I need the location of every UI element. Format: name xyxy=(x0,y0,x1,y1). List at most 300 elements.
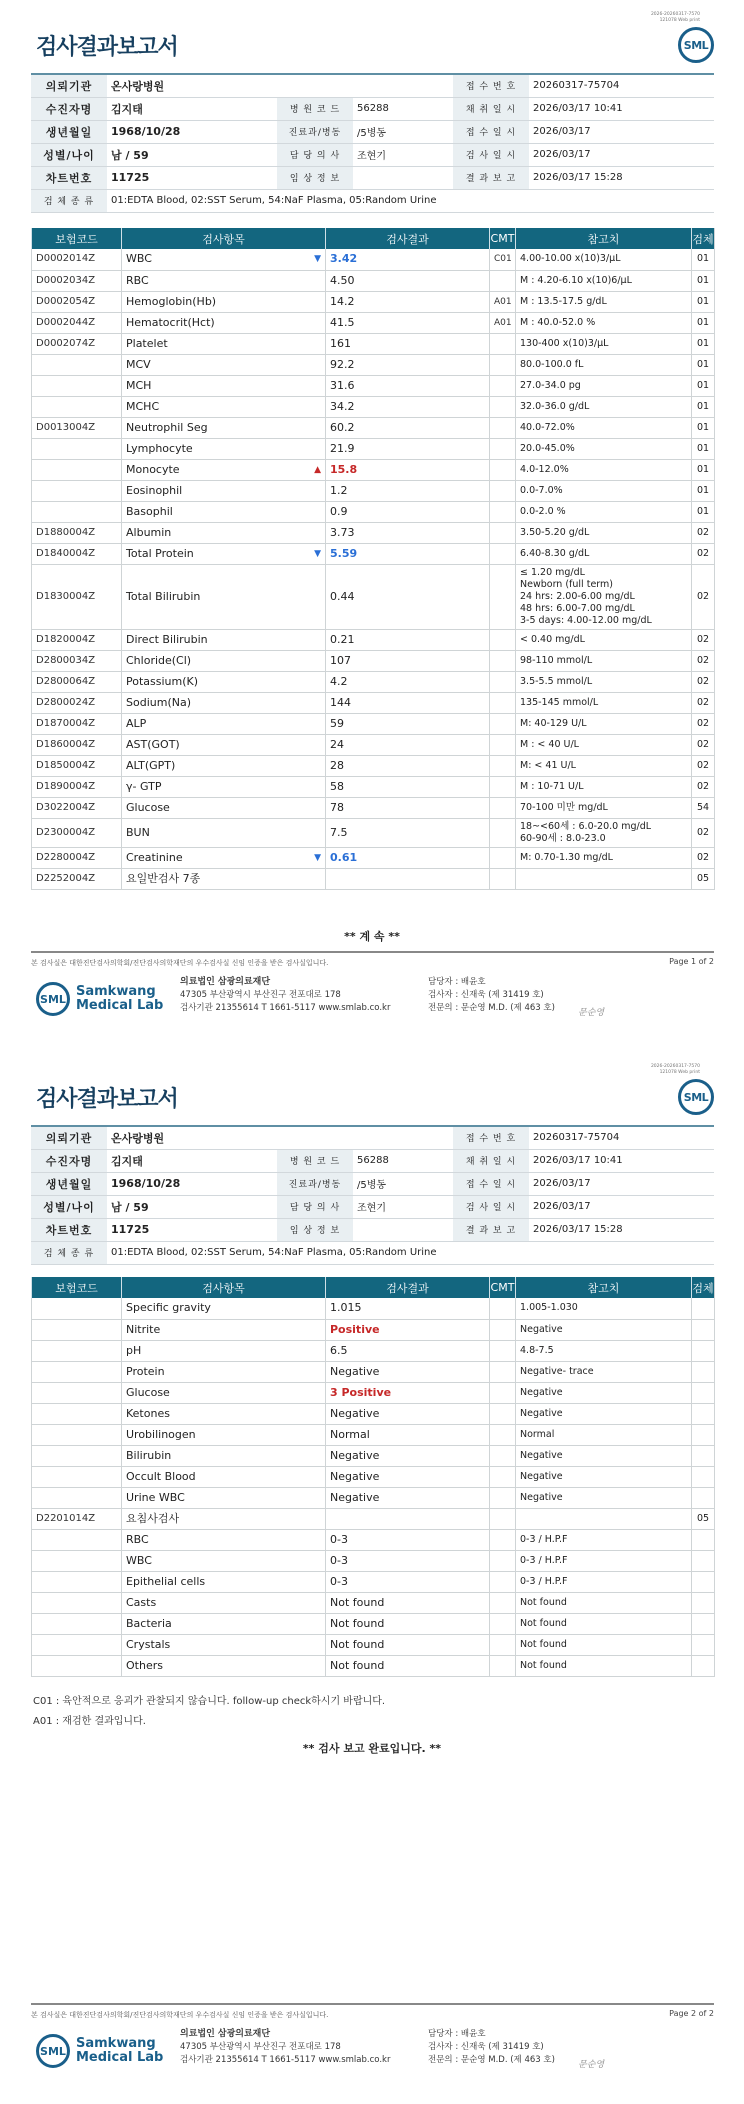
reference-range: ≤ 1.20 mg/dL Newborn (full term) 24 hrs: 2.00-6.00 mg/dL 48 hrs: 6.00-7.00 mg/dL 3-5 days: 4.00-12.00 mg/dL xyxy=(516,564,692,629)
info-value: 김지태 xyxy=(107,97,277,120)
test-name xyxy=(122,734,326,755)
test-name-label: Hematocrit(Hct) xyxy=(126,315,215,329)
test-name xyxy=(122,671,326,692)
test-name xyxy=(122,1319,326,1340)
test-name xyxy=(122,249,326,270)
table-row xyxy=(32,713,715,734)
table-row xyxy=(32,847,715,868)
signature: 문순영 xyxy=(578,2060,605,2070)
specimen-code: 01 xyxy=(692,375,715,396)
specimen-code: 02 xyxy=(692,564,715,629)
reference-range: 1.005-1.030 xyxy=(516,1298,692,1319)
test-result: 58 xyxy=(326,776,490,797)
test-result: 34.2 xyxy=(326,396,490,417)
insurance-code: D0002034Z xyxy=(32,270,122,291)
test-result: 0-3 xyxy=(326,1571,490,1592)
table-row xyxy=(32,249,715,270)
end-text: ** 검사 보고 완료입니다. ** xyxy=(302,1742,442,1755)
specimen-code xyxy=(692,1298,715,1319)
table-row xyxy=(32,1445,715,1466)
table-header xyxy=(32,228,715,249)
insurance-code: D1850004Z xyxy=(32,755,122,776)
continue-text: ** 계 속 ** xyxy=(344,930,400,943)
insurance-code: D1820004Z xyxy=(32,629,122,650)
test-result: 0.21 xyxy=(326,629,490,650)
specimen-code: 02 xyxy=(692,755,715,776)
test-name-label: Nitrite xyxy=(126,1322,161,1336)
comment-code xyxy=(490,480,516,501)
test-name-label: Others xyxy=(126,1658,163,1672)
insurance-code xyxy=(32,438,122,459)
test-name-label: MCH xyxy=(126,378,152,392)
info-value: 2026/03/17 10:41 xyxy=(529,1149,714,1172)
table-row xyxy=(32,650,715,671)
certification-note: 본 검사실은 대한진단검사의학회/진단검사의학재단의 우수검사실 신임 인증을 받은 검사실입니다. xyxy=(31,2011,329,2019)
test-result: Not found xyxy=(326,1592,490,1613)
test-name-label: 요침사검사 xyxy=(126,1511,180,1525)
test-name-label: Epithelial cells xyxy=(126,1574,206,1588)
reference-range: Negative xyxy=(516,1466,692,1487)
specimen-code: 02 xyxy=(692,847,715,868)
info-value: 2026/03/17 xyxy=(529,143,714,166)
column-header: 검사항목 xyxy=(122,228,326,249)
table-row xyxy=(32,1550,715,1571)
comment-code xyxy=(490,1424,516,1445)
reference-range: 18~<60세 : 6.0-20.0 mg/dL 60-90세 : 8.0-23.0 xyxy=(516,818,692,847)
specimen-code: 02 xyxy=(692,522,715,543)
table-row xyxy=(32,776,715,797)
test-result: 5.59 xyxy=(326,543,490,564)
comment-code xyxy=(490,417,516,438)
test-result: 78 xyxy=(326,797,490,818)
test-name-label: Bilirubin xyxy=(126,1448,172,1462)
info-label: 담 당 의 사 xyxy=(277,143,353,166)
table-row xyxy=(32,755,715,776)
insurance-code xyxy=(32,375,122,396)
test-result xyxy=(326,868,490,889)
specimen-code xyxy=(692,1571,715,1592)
results-table xyxy=(31,228,715,890)
insurance-code xyxy=(32,1340,122,1361)
test-name-label: Urine WBC xyxy=(126,1490,185,1504)
print-stamp: 2026-20260317-7570 121078 Web print xyxy=(650,12,700,23)
info-value: 2026/03/17 xyxy=(529,1172,714,1195)
reference-range: 98-110 mmol/L xyxy=(516,650,692,671)
info-row xyxy=(31,1218,714,1241)
insurance-code: D0013004Z xyxy=(32,417,122,438)
specimen-code xyxy=(692,1424,715,1445)
test-result: Not found xyxy=(326,1655,490,1676)
test-result: 0-3 xyxy=(326,1550,490,1571)
patient-info-table xyxy=(31,1125,714,1265)
test-name-label: 요일반검사 7종 xyxy=(126,871,201,885)
comment-code xyxy=(490,1529,516,1550)
test-result: 21.9 xyxy=(326,438,490,459)
insurance-code: D1880004Z xyxy=(32,522,122,543)
test-name-label: Sodium(Na) xyxy=(126,695,191,709)
info-label: 수진자명 xyxy=(31,1149,107,1172)
comment-code xyxy=(490,1466,516,1487)
note-a01: A01 : 재검한 결과입니다. xyxy=(33,1716,146,1727)
specimen-label: 검 체 종 류 xyxy=(31,189,107,212)
comment-code xyxy=(490,1403,516,1424)
reference-range: 135-145 mmol/L xyxy=(516,692,692,713)
table-row xyxy=(32,1298,715,1319)
info-value: 1968/10/28 xyxy=(107,1172,277,1195)
arrow-down-icon: ▼ xyxy=(314,548,321,559)
specimen-code: 01 xyxy=(692,417,715,438)
info-row xyxy=(31,97,714,120)
reference-range: Not found xyxy=(516,1613,692,1634)
comment-code xyxy=(490,671,516,692)
table-row xyxy=(32,868,715,889)
test-name xyxy=(122,1613,326,1634)
test-result: 92.2 xyxy=(326,354,490,375)
reference-range: 4.8-7.5 xyxy=(516,1340,692,1361)
comment-code xyxy=(490,847,516,868)
test-result: Negative xyxy=(326,1361,490,1382)
comment-code xyxy=(490,270,516,291)
test-name-label: Crystals xyxy=(126,1637,171,1651)
test-name xyxy=(122,1382,326,1403)
table-row xyxy=(32,375,715,396)
table-row xyxy=(32,438,715,459)
test-result: Negative xyxy=(326,1403,490,1424)
insurance-code xyxy=(32,1424,122,1445)
test-name xyxy=(122,417,326,438)
comment-code xyxy=(490,354,516,375)
reference-range: 0.0-7.0% xyxy=(516,480,692,501)
test-name xyxy=(122,650,326,671)
test-name xyxy=(122,1445,326,1466)
info-row xyxy=(31,166,714,189)
table-row xyxy=(32,1319,715,1340)
test-name-label: ALT(GPT) xyxy=(126,758,176,772)
footer-divider xyxy=(31,2003,714,2005)
insurance-code: D0002074Z xyxy=(32,333,122,354)
info-label: 병 원 코 드 xyxy=(277,1149,353,1172)
reference-range: M : 40.0-52.0 % xyxy=(516,312,692,333)
comment-code xyxy=(490,1508,516,1529)
specimen-value: 01:EDTA Blood, 02:SST Serum, 54:NaF Plasma, 05:Random Urine xyxy=(107,1241,714,1264)
info-value: /5병동 xyxy=(353,120,453,143)
reference-range: Negative xyxy=(516,1319,692,1340)
comment-code xyxy=(490,1487,516,1508)
info-value: 남 / 59 xyxy=(107,1195,277,1218)
column-header: 보험코드 xyxy=(32,228,122,249)
reference-range: 3.50-5.20 g/dL xyxy=(516,522,692,543)
test-name xyxy=(122,354,326,375)
insurance-code: D1840004Z xyxy=(32,543,122,564)
samkwang-logo: SML Samkwang Medical Lab xyxy=(36,982,163,1016)
info-value: 20260317-75704 xyxy=(529,74,714,97)
reference-range: Negative xyxy=(516,1445,692,1466)
reference-range: M : 10-71 U/L xyxy=(516,776,692,797)
table-header xyxy=(32,1277,715,1298)
specimen-code xyxy=(692,1445,715,1466)
reference-range: 20.0-45.0% xyxy=(516,438,692,459)
specimen-row xyxy=(31,189,714,212)
comment-code xyxy=(490,396,516,417)
test-name-label: AST(GOT) xyxy=(126,737,180,751)
test-result: 107 xyxy=(326,650,490,671)
test-name xyxy=(122,776,326,797)
specimen-code xyxy=(692,1382,715,1403)
table-row xyxy=(32,692,715,713)
specimen-code: 02 xyxy=(692,650,715,671)
test-result: 0-3 xyxy=(326,1529,490,1550)
test-name xyxy=(122,868,326,889)
table-row xyxy=(32,270,715,291)
reference-range: M : 13.5-17.5 g/dL xyxy=(516,291,692,312)
test-result: Positive xyxy=(326,1319,490,1340)
report-title: 검사결과보고서 xyxy=(36,35,178,60)
specimen-code xyxy=(692,1466,715,1487)
specimen-code: 02 xyxy=(692,543,715,564)
info-label: 채 취 일 시 xyxy=(453,97,529,120)
test-result: 1.2 xyxy=(326,480,490,501)
specimen-code: 02 xyxy=(692,671,715,692)
table-row xyxy=(32,543,715,564)
insurance-code xyxy=(32,1529,122,1550)
insurance-code xyxy=(32,396,122,417)
table-row xyxy=(32,1487,715,1508)
info-value: 김지태 xyxy=(107,1149,277,1172)
reference-range: Not found xyxy=(516,1634,692,1655)
table-row xyxy=(32,671,715,692)
table-row xyxy=(32,1613,715,1634)
comment-code xyxy=(490,501,516,522)
info-label: 채 취 일 시 xyxy=(453,1149,529,1172)
info-label: 차트번호 xyxy=(31,166,107,189)
test-name xyxy=(122,564,326,629)
report-page-2 xyxy=(0,1052,744,2104)
test-name xyxy=(122,459,326,480)
comment-code xyxy=(490,1382,516,1403)
info-value: 2026/03/17 15:28 xyxy=(529,166,714,189)
info-value: 2026/03/17 10:41 xyxy=(529,97,714,120)
specimen-code xyxy=(692,1550,715,1571)
reference-range: 80.0-100.0 fL xyxy=(516,354,692,375)
reference-range: Normal xyxy=(516,1424,692,1445)
column-header: 보험코드 xyxy=(32,1277,122,1298)
info-label: 접 수 일 시 xyxy=(453,120,529,143)
specimen-code xyxy=(692,1319,715,1340)
test-result: 4.2 xyxy=(326,671,490,692)
test-result: 1.015 xyxy=(326,1298,490,1319)
test-name xyxy=(122,1403,326,1424)
column-header: CMT xyxy=(490,1277,516,1298)
table-row xyxy=(32,1634,715,1655)
arrow-down-icon: ▼ xyxy=(314,254,321,265)
table-row xyxy=(32,312,715,333)
test-result: 24 xyxy=(326,734,490,755)
info-value: 56288 xyxy=(353,1149,453,1172)
test-name-label: Chloride(Cl) xyxy=(126,653,192,667)
comment-code xyxy=(490,1592,516,1613)
test-name xyxy=(122,1508,326,1529)
comment-code xyxy=(490,543,516,564)
sml-logo-icon: SML xyxy=(678,1079,714,1115)
test-name-label: RBC xyxy=(126,1532,149,1546)
specimen-code: 01 xyxy=(692,396,715,417)
specimen-code xyxy=(692,1361,715,1382)
info-value: 2026/03/17 xyxy=(529,120,714,143)
comment-code xyxy=(490,522,516,543)
info-value xyxy=(353,1126,453,1149)
info-label: 접 수 번 호 xyxy=(453,74,529,97)
table-row xyxy=(32,564,715,629)
patient-info-table xyxy=(31,73,714,213)
table-row xyxy=(32,818,715,847)
insurance-code xyxy=(32,1487,122,1508)
reference-range: 40.0-72.0% xyxy=(516,417,692,438)
test-name-label: Platelet xyxy=(126,336,168,350)
test-name-label: Glucose xyxy=(126,1385,170,1399)
specimen-code: 01 xyxy=(692,249,715,270)
comment-code xyxy=(490,818,516,847)
info-value xyxy=(353,74,453,97)
test-name-label: Eosinophil xyxy=(126,483,183,497)
reference-range: M: 40-129 U/L xyxy=(516,713,692,734)
specimen-code xyxy=(692,1634,715,1655)
test-result: 0.44 xyxy=(326,564,490,629)
specimen-code: 05 xyxy=(692,868,715,889)
test-name-label: Total Bilirubin xyxy=(126,589,201,603)
table-row xyxy=(32,1340,715,1361)
test-name xyxy=(122,270,326,291)
info-row xyxy=(31,74,714,97)
test-result: 15.8 xyxy=(326,459,490,480)
info-label: 병 원 코 드 xyxy=(277,97,353,120)
test-name-label: MCHC xyxy=(126,399,160,413)
test-result: 6.5 xyxy=(326,1340,490,1361)
test-result: 28 xyxy=(326,755,490,776)
sml-logo-icon: SML xyxy=(36,982,70,1016)
info-value: 56288 xyxy=(353,97,453,120)
test-name-label: RBC xyxy=(126,273,149,287)
test-name xyxy=(122,375,326,396)
comment-code: C01 xyxy=(490,249,516,270)
comment-code xyxy=(490,755,516,776)
insurance-code xyxy=(32,501,122,522)
table-row xyxy=(32,1592,715,1613)
insurance-code xyxy=(32,354,122,375)
footer-divider xyxy=(31,951,714,953)
test-name xyxy=(122,291,326,312)
info-value: 20260317-75704 xyxy=(529,1126,714,1149)
reference-range: 4.0-12.0% xyxy=(516,459,692,480)
reference-range: 4.00-10.00 x(10)3/μL xyxy=(516,249,692,270)
table-row xyxy=(32,1403,715,1424)
test-name xyxy=(122,1655,326,1676)
test-result: 59 xyxy=(326,713,490,734)
insurance-code xyxy=(32,459,122,480)
comment-code xyxy=(490,734,516,755)
test-name xyxy=(122,480,326,501)
specimen-row xyxy=(31,1241,714,1264)
page-number: Page 2 of 2 xyxy=(669,2009,714,2018)
column-header: 검체 xyxy=(692,228,715,249)
comment-code xyxy=(490,776,516,797)
info-label: 임 상 정 보 xyxy=(277,166,353,189)
table-row xyxy=(32,480,715,501)
info-value: 온사랑병원 xyxy=(107,1126,277,1149)
test-name-label: Protein xyxy=(126,1364,165,1378)
page-number: Page 1 of 2 xyxy=(669,957,714,966)
insurance-code: D1890004Z xyxy=(32,776,122,797)
info-label: 진료과/병동 xyxy=(277,1172,353,1195)
insurance-code: D2252004Z xyxy=(32,868,122,889)
test-name-label: Bacteria xyxy=(126,1616,172,1630)
test-result: Negative xyxy=(326,1466,490,1487)
info-row xyxy=(31,143,714,166)
comment-code xyxy=(490,564,516,629)
test-result: 7.5 xyxy=(326,818,490,847)
insurance-code xyxy=(32,1445,122,1466)
test-name-label: BUN xyxy=(126,825,150,839)
samkwang-logo: SML Samkwang Medical Lab xyxy=(36,2034,163,2068)
reference-range: Negative- trace xyxy=(516,1361,692,1382)
specimen-code: 02 xyxy=(692,818,715,847)
info-label: 접 수 일 시 xyxy=(453,1172,529,1195)
specimen-code xyxy=(692,1613,715,1634)
comment-code xyxy=(490,1655,516,1676)
info-label: 의뢰기관 xyxy=(31,74,107,97)
insurance-code: D2201014Z xyxy=(32,1508,122,1529)
info-value: 11725 xyxy=(107,166,277,189)
info-label: 임 상 정 보 xyxy=(277,1218,353,1241)
info-value: 11725 xyxy=(107,1218,277,1241)
test-name-label: Occult Blood xyxy=(126,1469,196,1483)
specimen-code: 01 xyxy=(692,270,715,291)
reference-range xyxy=(516,1508,692,1529)
info-label: 결 과 보 고 xyxy=(453,166,529,189)
specimen-code: 02 xyxy=(692,776,715,797)
specimen-code: 01 xyxy=(692,354,715,375)
comment-code xyxy=(490,333,516,354)
test-name xyxy=(122,1634,326,1655)
test-name xyxy=(122,1466,326,1487)
reference-range xyxy=(516,868,692,889)
test-name xyxy=(122,1424,326,1445)
specimen-code xyxy=(692,1529,715,1550)
urine-results-table xyxy=(31,1277,715,1677)
test-name-label: Basophil xyxy=(126,504,173,518)
specimen-code: 54 xyxy=(692,797,715,818)
test-result: 60.2 xyxy=(326,417,490,438)
info-label: 담 당 의 사 xyxy=(277,1195,353,1218)
test-name xyxy=(122,755,326,776)
reference-range: 70-100 미만 mg/dL xyxy=(516,797,692,818)
test-name xyxy=(122,1487,326,1508)
test-result xyxy=(326,1508,490,1529)
test-name-label: Potassium(K) xyxy=(126,674,199,688)
test-result: 3.42 xyxy=(326,249,490,270)
info-row xyxy=(31,1149,714,1172)
comment-code: A01 xyxy=(490,312,516,333)
sml-logo-icon: SML xyxy=(36,2034,70,2068)
insurance-code xyxy=(32,1466,122,1487)
reference-range: 0.0-2.0 % xyxy=(516,501,692,522)
reference-range: 27.0-34.0 pg xyxy=(516,375,692,396)
reference-range: M : 4.20-6.10 x(10)6/μL xyxy=(516,270,692,291)
specimen-code: 01 xyxy=(692,501,715,522)
info-value: 조현기 xyxy=(353,1195,453,1218)
column-header: 참고치 xyxy=(516,228,692,249)
comment-code xyxy=(490,1319,516,1340)
comment-code xyxy=(490,629,516,650)
